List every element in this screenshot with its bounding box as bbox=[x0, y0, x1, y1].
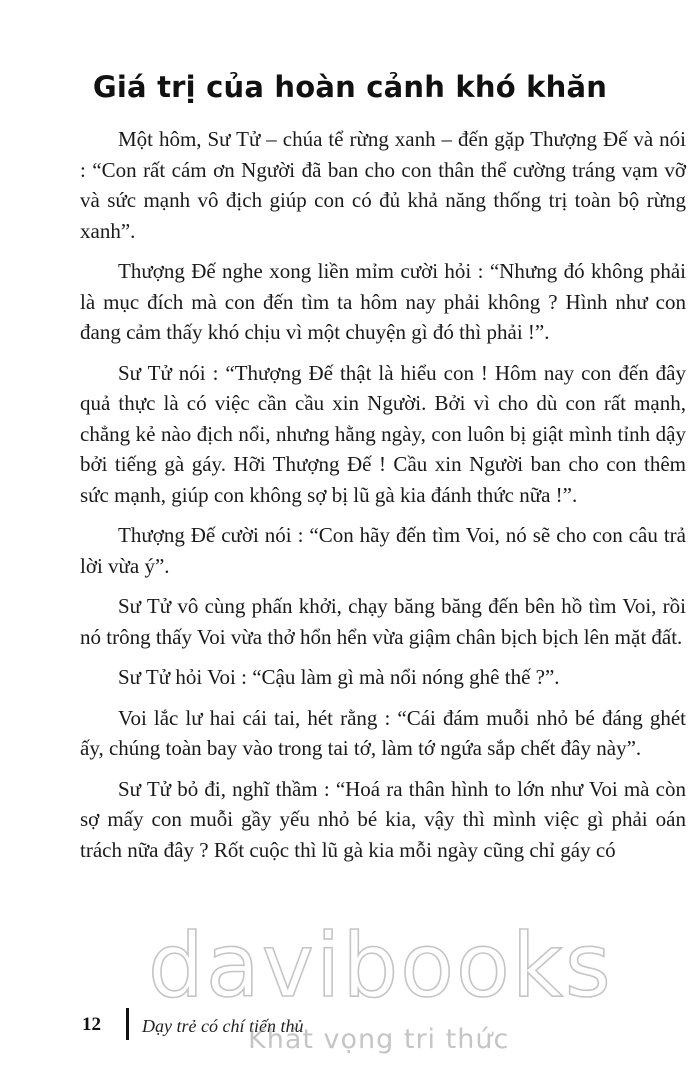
paragraph: Sư Tử bỏ đi, nghĩ thầm : “Hoá ra thân hình to lớn như Voi mà còn sợ mấy con muỗi gầy yếu nhỏ bé kia, vậy thì mình việc gì phải oán trách nữa đây ? Rốt cuộc thì lũ gà kia mỗi ngày cũng chỉ gáy có bbox=[80, 776, 686, 862]
footer-divider bbox=[126, 1008, 129, 1040]
paragraph: Một hôm, Sư Tử – chúa tể rừng xanh – đến gặp Thượng Đế và nói : “Con rất cám ơn Người đã ban cho con thân thể cường tráng vạm vỡ và sức mạnh vô địch giúp con có đủ khả năng thống trị toàn bộ rừng xanh”. bbox=[80, 127, 686, 243]
paragraph: Thượng Đế cười nói : “Con hãy đến tìm Voi, nó sẽ cho con câu trả lời vừa ý”. bbox=[80, 523, 686, 578]
watermark-slogan: Khát vọng tri thức bbox=[248, 1024, 510, 1055]
paragraph: Voi lắc lư hai cái tai, hét rằng : “Cái đám muỗi nhỏ bé đáng ghét ấy, chúng toàn bay vào trong tai tớ, làm tớ ngứa sắp chết đây này”. bbox=[80, 705, 686, 760]
watermark-brand: davibooks bbox=[148, 914, 613, 1017]
story-body bbox=[80, 124, 686, 875]
page-number: 12 bbox=[82, 1014, 101, 1035]
chapter-title: Giá trị của hoàn cảnh khó khăn bbox=[92, 70, 608, 104]
paragraph: Sư Tử hỏi Voi : “Cậu làm gì mà nổi nóng ghê thế ?”. bbox=[118, 665, 560, 689]
running-book-title: Dạy trẻ có chí tiến thủ bbox=[142, 1016, 304, 1036]
paragraph: Sư Tử nói : “Thượng Đế thật là hiểu con ! Hôm nay con đến đây quả thực là có việc cần cầu xin Người. Bởi vì cho dù con rất mạnh, chẳng kẻ nào địch nổi, nhưng hằng ngày, con luôn bị giật mình tỉnh dậy bởi tiếng gà gáy. Hỡi Thượng Đế ! Cầu xin Người ban cho con thêm sức mạnh, giúp con không sợ bị lũ gà kia đánh thức nữa !”. bbox=[80, 360, 686, 507]
paragraph: Thượng Đế nghe xong liền mỉm cười hỏi : “Nhưng đó không phải là mục đích mà con đến tìm ta hôm nay phải không ? Hình như con đang cảm thấy khó chịu vì một chuyện gì đó thì phải !”. bbox=[80, 259, 686, 344]
paragraph: Sư Tử vô cùng phấn khởi, chạy băng băng đến bên hồ tìm Voi, rồi nó trông thấy Voi vừa thở hổn hển vừa giậm chân bịch bịch lên mặt đất. bbox=[80, 594, 686, 649]
